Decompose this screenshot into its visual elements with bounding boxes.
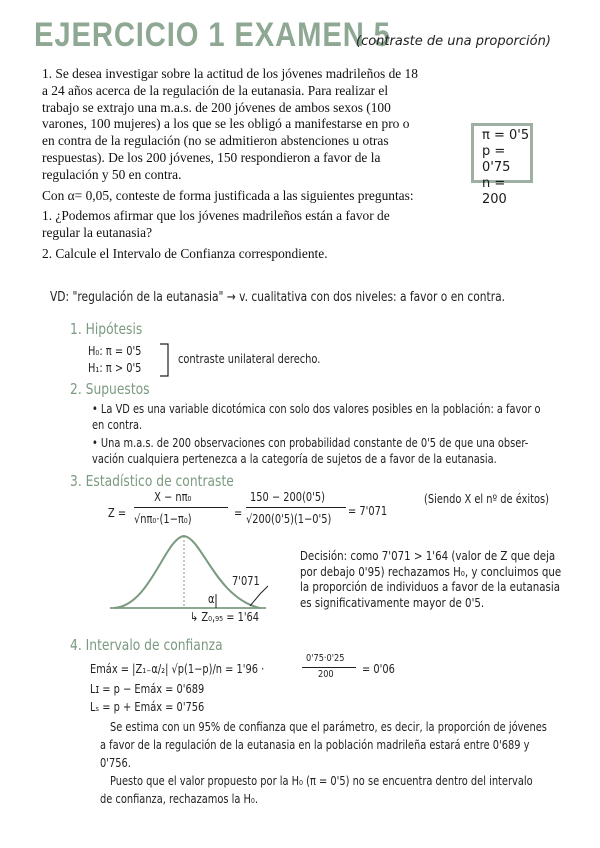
decision-text [300,548,561,610]
page-subtitle: (contraste de una proporción) [356,34,551,49]
z-result: = 7'071 [348,504,388,518]
section-4-heading: 4. Intervalo de confianza [70,636,223,654]
final-line: de confianza, rechazamos la H₀. [100,792,258,806]
conclusion-line: 0'756. [100,756,131,770]
section-3-heading: 3. Estadístico de contraste [70,472,234,490]
lower-limit: Lɪ = p − Emáx = 0'689 [90,682,205,696]
graph-critical-value: ↳ Z₀,₉₅ = 1'64 [190,610,260,624]
assumption-line: vación cualquiera pertenezca a la categoría de sujetos de a favor de la eutanasia. [92,452,497,466]
page-title: EJERCICIO 1 EXAMEN 5 [34,16,391,54]
vd-line: VD: "regulación de la eutanasia" → v. cualitativa con dos niveles: a favor o en contra. [50,290,506,305]
param-n: n = 200 [482,176,507,207]
fraction-bar [134,507,228,508]
section-2-heading: 2. Supuestos [70,380,150,398]
statement-line: respuestas). De los 200 jóvenes, 150 respondieron a favor de la [42,149,381,165]
fraction-bar [246,507,346,508]
z-note: (Siendo X el nº de éxitos) [424,492,549,506]
fraction-bar [302,667,356,668]
final-line: Puesto que el valor propuesto por la H₀ (π = 0'5) no se encuentra dentro del intervalo [110,774,533,788]
normal-curve [114,536,260,608]
h0: H₀: π = 0'5 [88,344,142,358]
alpha-line: Con α= 0,05, conteste de forma justificada a las siguientes preguntas: [42,187,414,203]
graph-z-value: 7'071 [232,574,260,588]
statement-line: regulación y 50 en contra. [42,166,182,182]
emax-result: = 0'06 [362,662,395,676]
emax-formula: Emáx = |Z₁₋α/₂| √p(1−p)/n = 1'96 · [90,662,265,676]
assumption-line: • Una m.a.s. de 200 observaciones con probabilidad constante de 0'5 de que una obser- [92,436,529,450]
emax-fraction-numerator: 0'75·0'25 [306,653,345,664]
z-numerator-values: 150 − 200(0'5) [250,490,325,504]
question-1: 1. ¿Podemos afirmar que los jóvenes madrileños están a favor de [42,208,390,224]
upper-limit: Lₛ = p + Emáx = 0'756 [90,700,205,714]
decision-line: es significativamente mayor de 0'5. [300,594,485,610]
parameters-box [471,123,533,207]
hypothesis-note: contraste unilateral derecho. [178,352,321,366]
decision-line: Decisión: como 7'071 > 1'64 (valor de Z que deja [300,548,556,563]
z-denominator-values: √200(0'5)(1−0'5) [246,512,332,526]
question-2: 2. Calcule el Intervalo de Confianza correspondiente. [42,245,328,261]
statement-line: trabajo se extrajo una m.a.s. de 200 jóvenes de ambos sexos (100 [42,99,391,115]
normal-curve-graph [110,528,270,618]
graph-alpha: α [208,592,215,606]
statement-line: a 24 años acerca de la regulación de la eutanasia. Para realizar el [42,82,389,98]
param-p: p = 0'75 [482,144,511,175]
hypothesis-bracket [158,342,172,378]
question-1-cont: regular la eutanasia? [42,225,153,241]
assumption-line: • La VD es una variable dicotómica con solo dos valores posibles en la población: a favor o [92,402,541,416]
decision-line: por debajo 0'95) rechazamos H₀, y concluimos que [300,563,562,579]
emax-fraction-denominator: 200 [318,669,334,680]
equals-sign: = [234,506,243,520]
h1: H₁: π > 0'5 [88,361,142,375]
statement-line: 1. Se desea investigar sobre la actitud de los jóvenes madrileños de 18 [42,66,418,81]
param-pi: π = 0'5 [482,128,530,143]
z-denominator: √nπ₀·(1−π₀) [134,512,192,526]
conclusion-line: a favor de la regulación de la eutanasia en la población madrileña estará entre 0'689 y [100,738,530,752]
z-numerator: X − nπ₀ [154,490,192,504]
section-1-heading: 1. Hipótesis [70,320,143,338]
assumption-line: en contra. [92,418,143,432]
z-label: Z = [108,506,127,520]
decision-line: la proporción de individuos a favor de la eutanasia [300,579,561,594]
value-arrow [250,586,268,606]
statement-line: varones, 100 mujeres) a los que se les obligó a manifestarse en pro o [42,116,410,132]
problem-statement [42,66,452,263]
conclusion-line: Se estima con un 95% de confianza que el parámetro, es decir, la proporción de jóvenes [110,720,547,734]
statement-line: en contra de la regulación (no se admitieron abstenciones u otras [42,133,389,149]
